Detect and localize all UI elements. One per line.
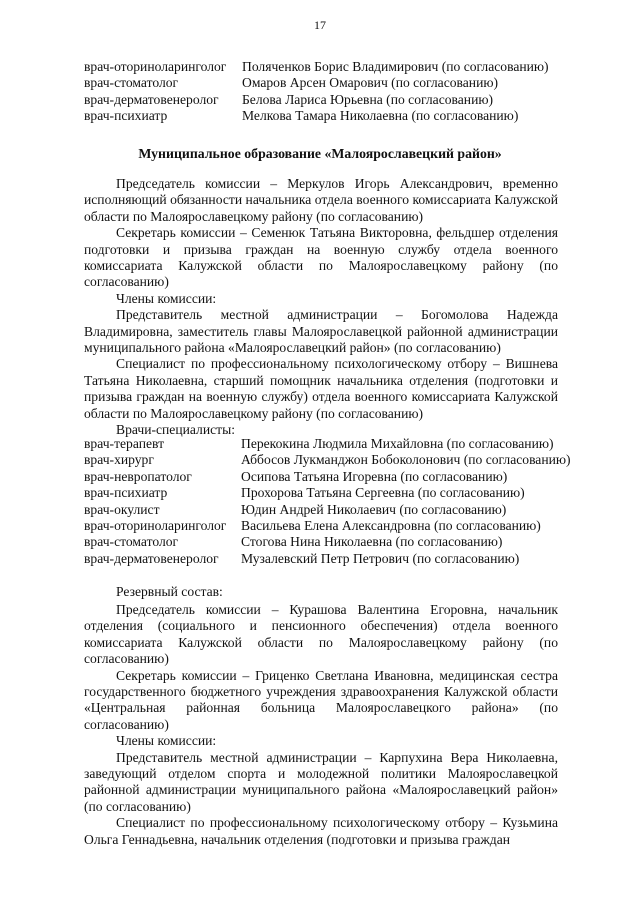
doctor-row	[84, 436, 571, 452]
doctor-role: врач-психиатр	[84, 108, 168, 124]
doctor-name: Мелкова Тамара Николаевна (по согласованию)	[242, 108, 519, 124]
doctor-role: врач-стоматолог	[84, 75, 179, 91]
doctor-name: Васильева Елена Александровна (по согласованию)	[241, 518, 541, 534]
doctors-list-top	[84, 59, 549, 125]
reserve-label: Резервный состав:	[116, 584, 223, 599]
reserve-members-label: Члены комиссии:	[116, 733, 217, 749]
doctor-row	[84, 92, 549, 108]
reserve-psych-specialist-paragraph: Специалист по профессиональному психологическому отбору – Кузьмина Ольга Геннадьевна, начальник отделения (подготовки и призыва граждан	[84, 815, 558, 847]
doctor-row	[84, 518, 571, 534]
doctor-role: врач-дерматовенеролог	[84, 550, 219, 566]
doctor-name: Перекокина Людмила Михайловна (по согласованию)	[241, 436, 554, 451]
doctor-row	[84, 534, 571, 550]
reserve-local-admin-paragraph: Представитель местной администрации – Карпухина Вера Николаевна, заведующий отделом спорта и молодежной политики Малоярославецкой районной администрации муниципального района «Малоярославецкий район» (по согласованию)	[84, 749, 558, 814]
doctor-row	[84, 502, 571, 518]
doctor-row	[84, 485, 571, 501]
doctor-row	[84, 452, 571, 468]
doctor-role: врач-психиатр	[84, 485, 168, 501]
doctor-role: врач-окулист	[84, 501, 160, 517]
doctor-row	[84, 59, 549, 75]
doctor-name: Омаров Арсен Омарович (по согласованию)	[242, 75, 499, 91]
doctor-row	[84, 75, 549, 91]
doctor-row	[84, 551, 571, 567]
doctor-name: Прохорова Татьяна Сергеевна (по согласованию)	[241, 485, 525, 501]
reserve-chairman-paragraph: Председатель комиссии – Курашова Валентина Егоровна, начальник отделения (социального и пенсионного обеспечения) отдела военного комиссариата Калужской области по Малоярославецкому району (по согласованию)	[84, 602, 558, 667]
secretary-paragraph: Секретарь комиссии – Семенюк Татьяна Викторовна, фельдшер отделения подготовки и призыва граждан на военную службу отдела военного комиссариата Калужской области по Малоярославецкому району (по согласованию)	[84, 225, 558, 290]
reserve-secretary-paragraph: Секретарь комиссии – Гриценко Светлана Ивановна, медицинская сестра государственного бюджетного учреждения здравоохранения Калужской области «Центральная районная больница Малоярославецкого района» (по согласованию)	[84, 667, 558, 732]
doctor-role: врач-терапевт	[84, 436, 165, 451]
local-admin-paragraph: Представитель местной администрации – Богомолова Надежда Владимировна, заместитель главы Малоярославецкой районной администрации муниципального района «Малоярославецкий район» (по согласованию)	[84, 307, 558, 356]
doctor-name: Поляченков Борис Владимирович (по согласованию)	[242, 59, 549, 74]
doctor-role: врач-оториноларинголог	[84, 59, 227, 74]
doctor-name: Белова Лариса Юрьевна (по согласованию)	[242, 91, 494, 107]
doctor-name: Юдин Андрей Николаевич (по согласованию)	[241, 501, 507, 517]
doctors-label: Врачи-специалисты:	[116, 422, 235, 438]
doctor-role: врач-невропатолог	[84, 468, 192, 484]
reserve-composition	[84, 602, 558, 848]
doctors-list-main	[84, 436, 571, 567]
doctor-name: Аббосов Лукманджон Бобоколонович (по согласованию)	[241, 452, 571, 468]
members-label: Члены комиссии:	[116, 290, 217, 306]
main-composition	[84, 176, 558, 439]
doctor-role: врач-стоматолог	[84, 534, 179, 550]
section-title: Муниципальное образование «Малоярославецкий район»	[138, 146, 502, 161]
doctor-role: врач-хирург	[84, 452, 154, 468]
doctor-name: Стогова Нина Николаевна (по согласованию)	[241, 534, 503, 550]
chairman-paragraph: Председатель комиссии – Меркулов Игорь Александрович, временно исполняющий обязанности начальника отдела военного комиссариата Калужской области по Малоярославецкому району (по согласованию)	[84, 176, 558, 224]
doctor-role: врач-оториноларинголог	[84, 518, 227, 534]
doctor-row	[84, 469, 571, 485]
doctor-name: Музалевский Петр Петрович (по согласованию)	[241, 550, 520, 566]
doctor-role: врач-дерматовенеролог	[84, 91, 219, 107]
doctor-name: Осипова Татьяна Игоревна (по согласованию)	[241, 468, 508, 484]
psych-specialist-paragraph: Специалист по профессиональному психологическому отбору – Вишнева Татьяна Николаевна, старший помощник начальника отделения (подготовки и призыва граждан на военную службу) отдела военного комиссариата Калужской области по Малоярославецкому району (по согласованию)	[84, 356, 558, 421]
page-number: 17	[314, 18, 326, 32]
doctor-row	[84, 108, 549, 124]
